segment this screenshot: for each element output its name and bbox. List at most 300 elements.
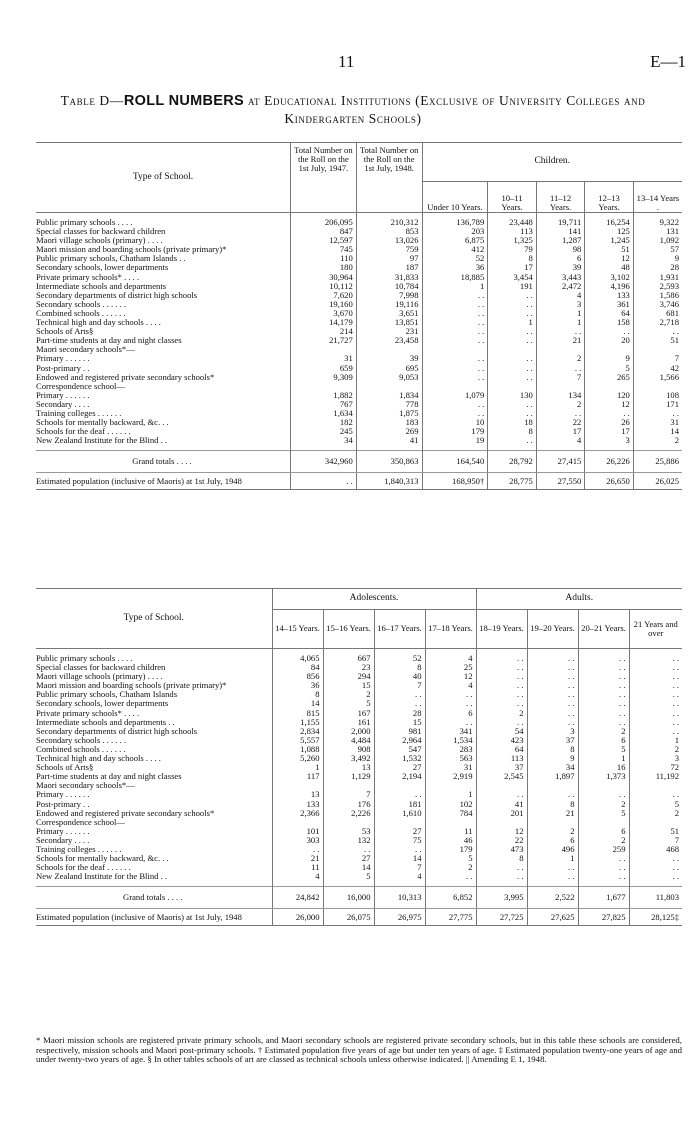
cell-value: 2,472 bbox=[536, 282, 585, 291]
cell-value: 21 bbox=[527, 809, 578, 818]
cell-value: 1,325 bbox=[488, 236, 537, 245]
table-row bbox=[36, 772, 682, 781]
cell-value: 11 bbox=[425, 827, 476, 836]
cell-value: 27,625 bbox=[527, 909, 578, 925]
cell-value: 7 bbox=[374, 863, 425, 872]
cell-value: 3 bbox=[527, 727, 578, 736]
row-label: Secondary schools . . . . . . bbox=[36, 299, 126, 309]
row-label: Maori secondary schools*— bbox=[36, 345, 135, 355]
cell-value: 2,522 bbox=[527, 887, 578, 909]
cell-value: 1,079 bbox=[422, 391, 488, 400]
cell-value: 22 bbox=[476, 836, 527, 845]
cell-value: 10,313 bbox=[374, 887, 425, 909]
cell-value: . . bbox=[629, 727, 682, 736]
cell-value: 42 bbox=[633, 364, 682, 373]
cell-value: 1,834 bbox=[356, 391, 422, 400]
table-row bbox=[36, 663, 682, 672]
cell-value: . . bbox=[527, 654, 578, 663]
cell-value: . . bbox=[422, 336, 488, 345]
cell-value: 815 bbox=[272, 709, 323, 718]
cell-value: 28,775 bbox=[488, 473, 537, 489]
cell-value: 981 bbox=[374, 727, 425, 736]
cell-value: 18 bbox=[488, 418, 537, 427]
row-label: New Zealand Institute for the Blind . . bbox=[36, 872, 168, 882]
cell-value: 51 bbox=[585, 245, 634, 254]
row-label: Endowed and registered private secondary schools* bbox=[36, 372, 215, 382]
cell-value: 3,651 bbox=[356, 309, 422, 318]
header-age: 19–20 Years. bbox=[527, 610, 578, 649]
cell-value bbox=[272, 781, 323, 790]
cell-value: 179 bbox=[422, 427, 488, 436]
cell-value: 4 bbox=[536, 291, 585, 300]
cell-value: . . bbox=[629, 690, 682, 699]
cell-value: . . bbox=[629, 863, 682, 872]
cell-value: . . bbox=[488, 373, 537, 382]
table-row bbox=[36, 245, 682, 254]
cell-value: 1,566 bbox=[633, 373, 682, 382]
cell-value: . . bbox=[488, 327, 537, 336]
cell-value: 265 bbox=[585, 373, 634, 382]
cell-value: 784 bbox=[425, 809, 476, 818]
cell-value: 12 bbox=[585, 254, 634, 263]
cell-value bbox=[629, 781, 682, 790]
cell-value: 125 bbox=[585, 227, 634, 236]
row-label: Primary . . . . . . bbox=[36, 354, 90, 364]
cell-value: 52 bbox=[374, 654, 425, 663]
row-label: Private primary schools* . . . . bbox=[36, 272, 140, 282]
row-label: Private primary schools* . . . . bbox=[36, 708, 140, 718]
cell-value: . . bbox=[422, 373, 488, 382]
cell-value: 4 bbox=[425, 654, 476, 663]
row-label: Public primary schools . . . . bbox=[36, 654, 133, 663]
cell-value: 28 bbox=[633, 263, 682, 272]
cell-value: 15 bbox=[374, 718, 425, 727]
row-label: Post-primary . . bbox=[36, 363, 90, 373]
cell-value: 210,312 bbox=[356, 218, 422, 227]
cell-value: 18,885 bbox=[422, 273, 488, 282]
cell-value: 39 bbox=[356, 354, 422, 363]
cell-value: 130 bbox=[488, 391, 537, 400]
cell-value: 3,443 bbox=[536, 273, 585, 282]
cell-value: 26 bbox=[585, 418, 634, 427]
cell-value: 350,863 bbox=[356, 451, 422, 473]
cell-value: 214 bbox=[290, 327, 356, 336]
cell-value: 1 bbox=[629, 736, 682, 745]
cell-value: . . bbox=[488, 409, 537, 418]
row-label: Secondary schools, lower departments bbox=[36, 263, 169, 273]
cell-value: 181 bbox=[374, 800, 425, 809]
cell-value: . . bbox=[527, 672, 578, 681]
cell-value: 27,825 bbox=[578, 909, 629, 925]
cell-value: 759 bbox=[356, 245, 422, 254]
cell-value: 5 bbox=[578, 809, 629, 818]
table-title bbox=[28, 92, 678, 127]
cell-value: 36 bbox=[272, 681, 323, 690]
cell-value: . . bbox=[527, 681, 578, 690]
cell-value: . . bbox=[629, 699, 682, 708]
cell-value: 1 bbox=[536, 318, 585, 327]
table-row bbox=[36, 909, 682, 925]
table-row bbox=[36, 854, 682, 863]
cell-value: 1,586 bbox=[633, 291, 682, 300]
table-adolescents-adults bbox=[36, 588, 682, 926]
row-label: Correspondence school— bbox=[36, 381, 126, 391]
cell-value: . . bbox=[476, 718, 527, 727]
cell-value: 7 bbox=[633, 354, 682, 363]
cell-value: 3,492 bbox=[323, 754, 374, 763]
cell-value: 1,088 bbox=[272, 745, 323, 754]
cell-value: . . bbox=[425, 718, 476, 727]
cell-value: 34 bbox=[290, 436, 356, 445]
cell-value: . . bbox=[527, 863, 578, 872]
row-label: Secondary . . . . bbox=[36, 835, 90, 845]
header-type-of-school: Type of School. bbox=[36, 143, 290, 213]
cell-value: . . bbox=[272, 845, 323, 854]
cell-value: . . bbox=[290, 473, 356, 489]
cell-value bbox=[356, 345, 422, 354]
cell-value: 2,000 bbox=[323, 727, 374, 736]
header-adults: Adults. bbox=[476, 589, 682, 610]
cell-value: 853 bbox=[356, 227, 422, 236]
cell-value: 8 bbox=[488, 427, 537, 436]
cell-value: 269 bbox=[356, 427, 422, 436]
cell-value: . . bbox=[422, 327, 488, 336]
cell-value: . . bbox=[488, 291, 537, 300]
cell-value: 16,000 bbox=[323, 887, 374, 909]
cell-value bbox=[290, 345, 356, 354]
cell-value: 120 bbox=[585, 391, 634, 400]
header-adolescents: Adolescents. bbox=[272, 589, 476, 610]
header-age: 16–17 Years. bbox=[374, 610, 425, 649]
header-age: 18–19 Years. bbox=[476, 610, 527, 649]
cell-value: 20 bbox=[585, 336, 634, 345]
cell-value: 2 bbox=[323, 690, 374, 699]
row-label: Part-time students at day and night classes bbox=[36, 772, 182, 782]
cell-value: 9 bbox=[527, 754, 578, 763]
cell-value: 30,964 bbox=[290, 273, 356, 282]
cell-value: 2 bbox=[536, 400, 585, 409]
cell-value: . . bbox=[476, 872, 527, 881]
cell-value: 21 bbox=[536, 336, 585, 345]
cell-value: 5 bbox=[425, 854, 476, 863]
cell-value: 75 bbox=[374, 836, 425, 845]
cell-value: 2,919 bbox=[425, 772, 476, 781]
cell-value: . . bbox=[578, 681, 629, 690]
table-row bbox=[36, 354, 682, 363]
cell-value bbox=[425, 781, 476, 790]
cell-value: 27 bbox=[323, 854, 374, 863]
cell-value: 27 bbox=[374, 763, 425, 772]
table-row bbox=[36, 318, 682, 327]
cell-value: . . bbox=[585, 327, 634, 336]
cell-value: 5 bbox=[629, 800, 682, 809]
cell-value: 12 bbox=[425, 672, 476, 681]
cell-value: 7,998 bbox=[356, 291, 422, 300]
cell-value: 767 bbox=[290, 400, 356, 409]
table-row bbox=[36, 218, 682, 227]
cell-value: 468 bbox=[629, 845, 682, 854]
table-row bbox=[36, 709, 682, 718]
cell-value: 3,995 bbox=[476, 887, 527, 909]
cell-value: 14 bbox=[323, 863, 374, 872]
cell-value bbox=[290, 382, 356, 391]
header-type-of-school: Type of School. bbox=[36, 589, 272, 649]
cell-value: 7 bbox=[629, 836, 682, 845]
cell-value: 6,875 bbox=[422, 236, 488, 245]
row-label: Part-time students at day and night classes bbox=[36, 336, 182, 346]
cell-value: . . bbox=[629, 672, 682, 681]
cell-value: . . bbox=[425, 872, 476, 881]
cell-value: 180 bbox=[290, 263, 356, 272]
table-row bbox=[36, 818, 682, 827]
row-label: Maori mission and boarding schools (private primary)* bbox=[36, 245, 227, 255]
cell-value: 1 bbox=[527, 854, 578, 863]
cell-value: 341 bbox=[425, 727, 476, 736]
cell-value: 681 bbox=[633, 309, 682, 318]
cell-value: 10,784 bbox=[356, 282, 422, 291]
cell-value: . . bbox=[422, 364, 488, 373]
table-row bbox=[36, 373, 682, 382]
cell-value: 1 bbox=[425, 790, 476, 799]
cell-value: 64 bbox=[585, 309, 634, 318]
cell-value bbox=[527, 818, 578, 827]
cell-value: 14 bbox=[272, 699, 323, 708]
totals-row bbox=[36, 887, 682, 909]
cell-value: . . bbox=[527, 872, 578, 881]
cell-value: 31 bbox=[290, 354, 356, 363]
row-label: Public primary schools . . . . bbox=[36, 218, 133, 227]
table-row bbox=[36, 672, 682, 681]
table-row bbox=[36, 800, 682, 809]
cell-value: 11 bbox=[272, 863, 323, 872]
cell-value: 176 bbox=[323, 800, 374, 809]
cell-value: 21 bbox=[272, 854, 323, 863]
table-row bbox=[36, 790, 682, 799]
cell-value: 28,792 bbox=[488, 451, 537, 473]
table-row bbox=[36, 654, 682, 663]
cell-value: 13 bbox=[323, 763, 374, 772]
cell-value: 19 bbox=[422, 436, 488, 445]
cell-value: 23,458 bbox=[356, 336, 422, 345]
cell-value: 423 bbox=[476, 736, 527, 745]
cell-value: 167 bbox=[323, 709, 374, 718]
cell-value: 25,886 bbox=[633, 451, 682, 473]
cell-value: . . bbox=[527, 699, 578, 708]
cell-value: 695 bbox=[356, 364, 422, 373]
row-label: Training colleges . . . . . . bbox=[36, 408, 122, 418]
cell-value: 1,129 bbox=[323, 772, 374, 781]
cell-value: 53 bbox=[323, 827, 374, 836]
cell-value: 2,718 bbox=[633, 318, 682, 327]
row-label: Schools for mentally backward, &c. . . bbox=[36, 854, 169, 864]
cell-value: 1 bbox=[536, 309, 585, 318]
cell-value: 1,092 bbox=[633, 236, 682, 245]
cell-value: . . bbox=[633, 327, 682, 336]
header-age: 20–21 Years. bbox=[578, 610, 629, 649]
row-label: Post-primary . . bbox=[36, 799, 90, 809]
header-children: Children. bbox=[422, 143, 682, 182]
cell-value: 2 bbox=[536, 354, 585, 363]
cell-value: 15 bbox=[323, 681, 374, 690]
cell-value bbox=[374, 781, 425, 790]
cell-value bbox=[629, 818, 682, 827]
cell-value: 26,226 bbox=[585, 451, 634, 473]
cell-value: 4,065 bbox=[272, 654, 323, 663]
cell-value: . . bbox=[488, 436, 537, 445]
cell-value: 847 bbox=[290, 227, 356, 236]
cell-value: 8 bbox=[374, 663, 425, 672]
cell-value: . . bbox=[488, 400, 537, 409]
cell-value: 547 bbox=[374, 745, 425, 754]
cell-value: 1,610 bbox=[374, 809, 425, 818]
table-row bbox=[36, 418, 682, 427]
cell-value: 1,677 bbox=[578, 887, 629, 909]
cell-value: 98 bbox=[536, 245, 585, 254]
table-row bbox=[36, 736, 682, 745]
table-row bbox=[36, 409, 682, 418]
cell-value: . . bbox=[374, 845, 425, 854]
table-row bbox=[36, 236, 682, 245]
cell-value: 206,095 bbox=[290, 218, 356, 227]
cell-value bbox=[323, 818, 374, 827]
cell-value: 1,155 bbox=[272, 718, 323, 727]
cell-value: . . bbox=[476, 672, 527, 681]
cell-value: 134 bbox=[536, 391, 585, 400]
footnotes: * Maori mission schools are registered private primary schools, and Maori secondary schools are registered private secondary schools, but in this table these schools are considered, respectively, mission schools and Maori post-primary schools. † Estimated population five years of age but under ten years of age. ‡ Estimated population twenty-one years of age and under twenty-two years of age. § In other tables schools of art are classed as technical schools unless otherwise indicated. || Amending E 1, 1948. bbox=[36, 1035, 682, 1065]
cell-value: 5 bbox=[585, 364, 634, 373]
cell-value: 28,125‡ bbox=[629, 909, 682, 925]
cell-value: . . bbox=[476, 663, 527, 672]
cell-value: 27,775 bbox=[425, 909, 476, 925]
cell-value: 1,534 bbox=[425, 736, 476, 745]
table-row bbox=[36, 309, 682, 318]
cell-value: 117 bbox=[272, 772, 323, 781]
cell-value: 8 bbox=[527, 745, 578, 754]
header-total-1947: Total Number on the Roll on the 1st July, 1947. bbox=[290, 143, 356, 213]
title-bold: ROLL NUMBERS bbox=[123, 93, 244, 109]
cell-value: 17 bbox=[585, 427, 634, 436]
cell-value: . . bbox=[476, 699, 527, 708]
row-label: Secondary schools . . . . . . bbox=[36, 735, 126, 745]
cell-value: 113 bbox=[488, 227, 537, 236]
cell-value: 26,025 bbox=[633, 473, 682, 489]
table-row bbox=[36, 827, 682, 836]
table-row bbox=[36, 727, 682, 736]
cell-value: 27,725 bbox=[476, 909, 527, 925]
cell-value bbox=[578, 818, 629, 827]
cell-value bbox=[422, 345, 488, 354]
cell-value bbox=[476, 818, 527, 827]
cell-value: 1,245 bbox=[585, 236, 634, 245]
cell-value bbox=[488, 382, 537, 391]
row-label: Maori village schools (primary) . . . . bbox=[36, 672, 163, 682]
table-row bbox=[36, 872, 682, 881]
cell-value: 1,373 bbox=[578, 772, 629, 781]
cell-value: 1,875 bbox=[356, 409, 422, 418]
cell-value: 14 bbox=[374, 854, 425, 863]
cell-value: . . bbox=[488, 300, 537, 309]
cell-value: 26,000 bbox=[272, 909, 323, 925]
cell-value: 8 bbox=[488, 254, 537, 263]
cell-value: 133 bbox=[272, 800, 323, 809]
cell-value: 34 bbox=[527, 763, 578, 772]
table-row bbox=[36, 427, 682, 436]
cell-value: 182 bbox=[290, 418, 356, 427]
cell-value: 3 bbox=[629, 754, 682, 763]
cell-value: 10 bbox=[422, 418, 488, 427]
cell-value: . . bbox=[476, 690, 527, 699]
cell-value: 5 bbox=[323, 872, 374, 881]
cell-value: 5 bbox=[323, 699, 374, 708]
cell-value: . . bbox=[629, 718, 682, 727]
cell-value: 1,882 bbox=[290, 391, 356, 400]
cell-value: 2 bbox=[527, 827, 578, 836]
cell-value: 187 bbox=[356, 263, 422, 272]
cell-value: . . bbox=[422, 400, 488, 409]
cell-value: 183 bbox=[356, 418, 422, 427]
cell-value: 13 bbox=[272, 790, 323, 799]
table-children bbox=[36, 142, 682, 490]
cell-value: 5,557 bbox=[272, 736, 323, 745]
cell-value: 132 bbox=[323, 836, 374, 845]
cell-value: 473 bbox=[476, 845, 527, 854]
page-reference: E—1 bbox=[650, 52, 686, 71]
cell-value: 2,593 bbox=[633, 282, 682, 291]
table-row bbox=[36, 436, 682, 445]
cell-value: 54 bbox=[476, 727, 527, 736]
cell-value: 412 bbox=[422, 245, 488, 254]
cell-value bbox=[323, 781, 374, 790]
cell-value: . . bbox=[578, 672, 629, 681]
table-row bbox=[36, 300, 682, 309]
cell-value: 51 bbox=[633, 336, 682, 345]
cell-value: 5,260 bbox=[272, 754, 323, 763]
cell-value: . . bbox=[422, 318, 488, 327]
cell-value: 1 bbox=[272, 763, 323, 772]
cell-value: 2,366 bbox=[272, 809, 323, 818]
cell-value: . . bbox=[527, 709, 578, 718]
cell-value: 23 bbox=[323, 663, 374, 672]
table-row bbox=[36, 809, 682, 818]
cell-value: . . bbox=[422, 409, 488, 418]
cell-value: 168,950† bbox=[422, 473, 488, 489]
cell-value: 19,116 bbox=[356, 300, 422, 309]
table-row bbox=[36, 227, 682, 236]
cell-value: 37 bbox=[476, 763, 527, 772]
cell-value: 245 bbox=[290, 427, 356, 436]
cell-value: 259 bbox=[578, 845, 629, 854]
cell-value: 79 bbox=[488, 245, 537, 254]
cell-value: . . bbox=[476, 654, 527, 663]
cell-value: 102 bbox=[425, 800, 476, 809]
cell-value: 11,803 bbox=[629, 887, 682, 909]
cell-value: 2,194 bbox=[374, 772, 425, 781]
cell-value: 113 bbox=[476, 754, 527, 763]
cell-value: 2 bbox=[629, 745, 682, 754]
cell-value: 1,840,313 bbox=[356, 473, 422, 489]
cell-value: 25 bbox=[425, 663, 476, 672]
cell-value: 2,834 bbox=[272, 727, 323, 736]
cell-value: 26,650 bbox=[585, 473, 634, 489]
cell-value: . . bbox=[476, 790, 527, 799]
cell-value: 3 bbox=[585, 436, 634, 445]
cell-value: 294 bbox=[323, 672, 374, 681]
cell-value: 31 bbox=[425, 763, 476, 772]
cell-value: . . bbox=[629, 709, 682, 718]
row-label: Intermediate schools and departments . . bbox=[36, 717, 175, 727]
cell-value: 4,484 bbox=[323, 736, 374, 745]
cell-value: 2,545 bbox=[476, 772, 527, 781]
